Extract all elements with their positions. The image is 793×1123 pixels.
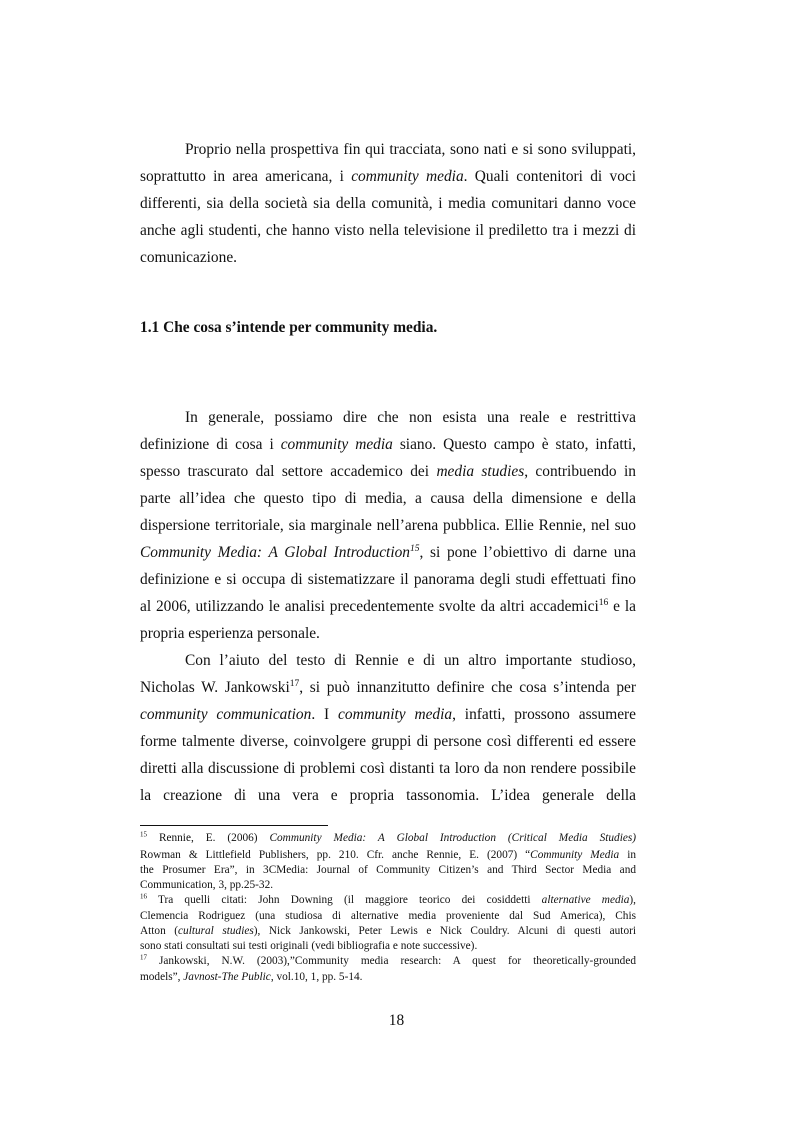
footnote-15: $^{15}$ Rennie, E. (2006) Community Media: A Global Introduction (Critical Media Studies) xyxy=(140,830,637,844)
footnote-ref-17: 17 xyxy=(289,678,300,690)
page-number: 18 xyxy=(388,1012,405,1029)
footnote-ref-16: 16 xyxy=(598,597,609,609)
footnote-17: $^{17}$ Jankowski, N.W. (2003),”Community media research: A quest for theoretically-grounded xyxy=(140,953,636,967)
section-heading: 1.1 Che cosa s’intende per community media. xyxy=(140,319,438,336)
footnote-16: $^{16}$ Tra quelli citati: John Downing (il maggiore teorico dei cosiddetti alternative media), xyxy=(140,892,636,906)
footnote-ref-15: 15 xyxy=(410,543,420,555)
footnote-separator xyxy=(140,825,328,826)
